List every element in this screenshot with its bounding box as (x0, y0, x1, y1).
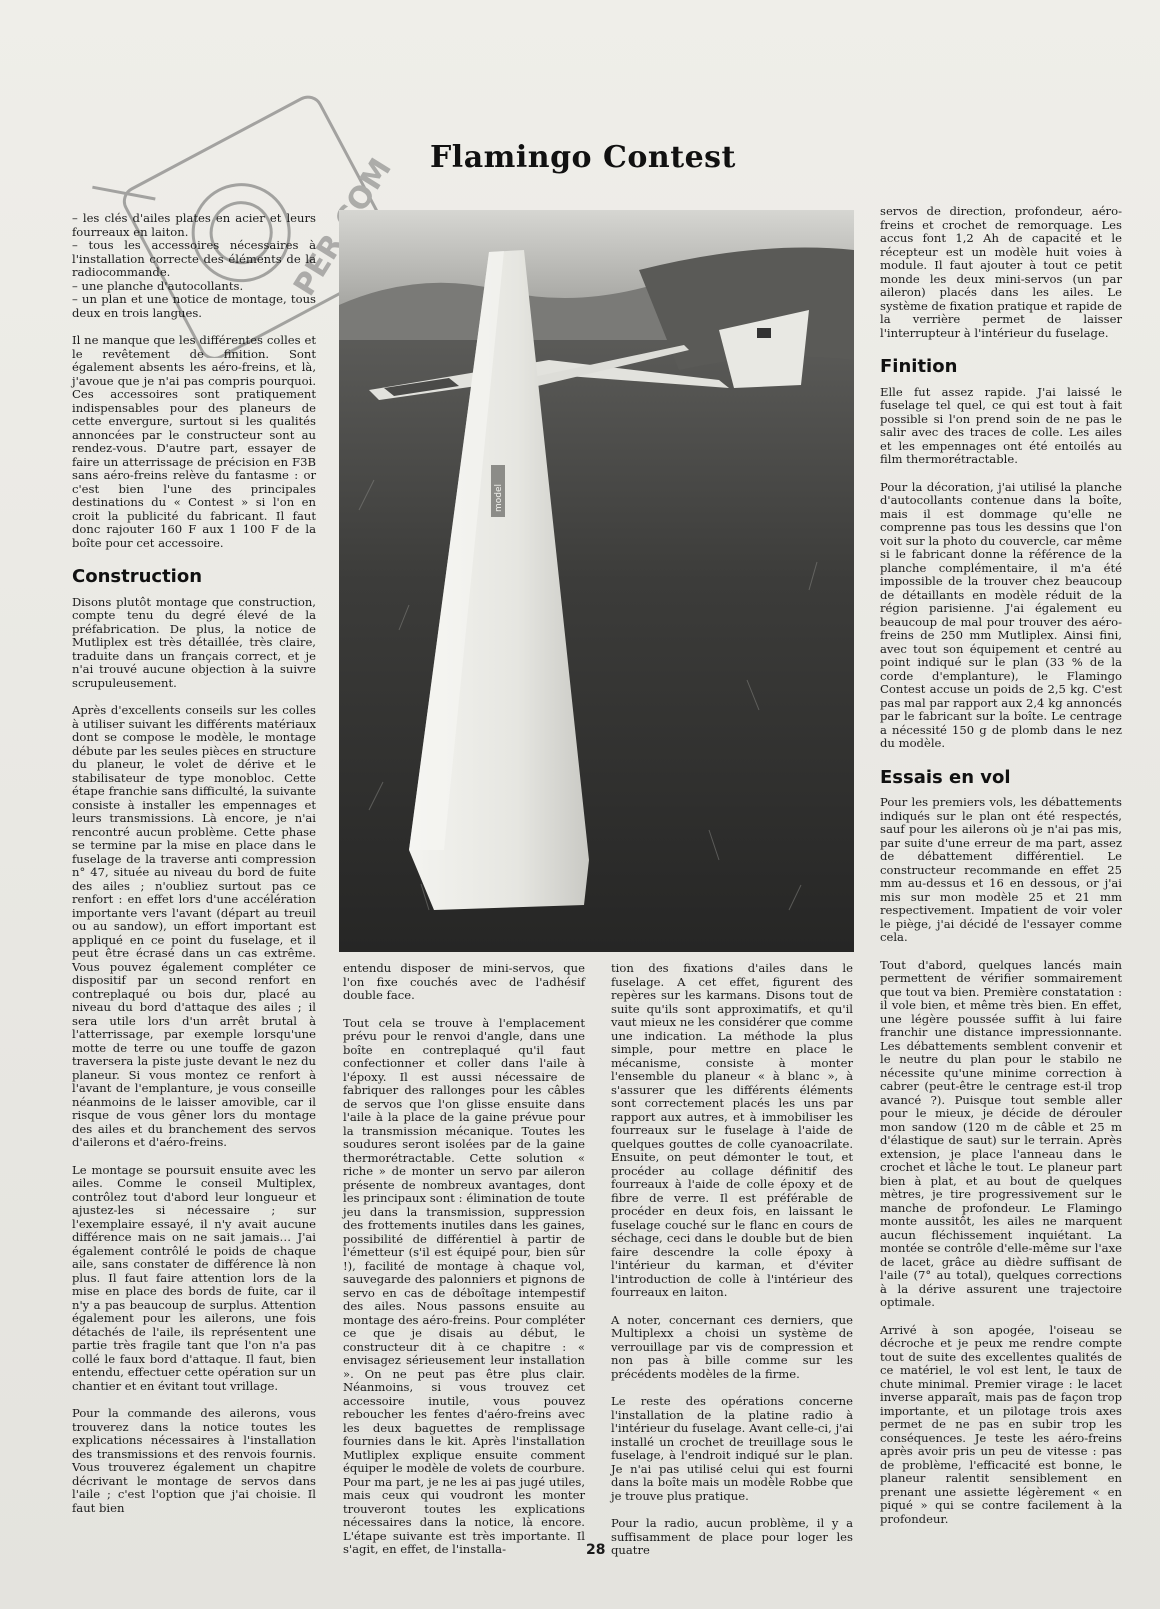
list-item: – une planche d'autocollants. (72, 278, 244, 293)
paragraph: Disons plutôt montage que construction, compte tenu du degré élevé de la préfabrication. De plus, la notice de Mutliplex est très détaillée, très claire, traduite dans un français correct, et je n'ai trouvé aucune objection à la suivre scrupuleusement. (72, 594, 316, 690)
column-3 (611, 961, 853, 1557)
kit-contents-list (72, 212, 316, 320)
paragraph: Tout d'abord, quelques lancés main permettent de vérifier sommairement que tout va bien. Première constatation : il vole bien, et même très bien. En effet, une légère poussée suffit à lui faire franchir une distance impressionnante. Les débattements semblent convenir et le neutre du plan pour le stabilo ne nécessite qu'une minime correction à cabrer (peut-être le centrage est-il trop avancé ?). Puisque tout semble aller pour le mieux, je décide de dérouler mon sandow (120 m de câble et 25 m d'élastique de saut) sur le terrain. Après extension, je place l'anneau dans le crochet et lâche le tout. Le planeur part bien à plat, et au bout de quelques mètres, je tire progressivement sur le manche de profondeur. Le Flamingo monte aussitôt, les ailes ne marquent aucun fléchissement inquiétant. La montée se contrôle d'elle-même sur l'axe de lacet, grâce au dièdre suffisant de l'aile (7° au total), quelques corrections à la dérive assurent une trajectoire optimale. (880, 957, 1122, 1309)
section-heading-essais: Essais en vol (880, 766, 1011, 788)
paragraph: Pour la radio, aucun problème, il y a suffisamment de place pour loger les quatre (611, 1516, 853, 1557)
list-item: – tous les accessoires nécessaires à l'installation correcte des éléments de la radiocommande. (72, 238, 316, 279)
paragraph: Tout cela se trouve à l'emplacement prévu pour le renvoi d'angle, dans une boîte en contreplaqué qu'il faut confectionner et coller dans l'aile à l'époxy. Il est aussi nécessaire de fabriquer des rallonges pour les câbles de servos que l'on glisse ensuite dans l'aile à la place de la gaine prévue pour la transmission mécanique. Toutes les soudures seront isolées par de la gaine thermorétractable. Cette solution « riche » de monter un servo par aileron présente de nombreux avantages, dont les principaux sont : élimination de toute jeu dans la transmission, suppression des frottements inutiles dans les gaines, possibilité de différentiel à partir de l'émetteur (s'il est équipé pour, bien sûr !), facilité de montage à chaque vol, sauvegarde des palonniers et pignons de servo en cas de déboîtage intempestif des ailes. Nous passons ensuite au montage des aéro-freins. Pour compléter ce que je disais au début, le constructeur dit à ce chapitre : « envisagez sérieusement leur installation ». On ne peut pas être plus clair. Néanmoins, si vous trouvez cet accessoire inutile, vous pouvez reboucher les fentes d'aéro-freins avec les deux baguettes de remplissage fournies dans le kit. Après l'installation Mutliplex explique ensuite comment équiper le modèle de volets de courbure. Pour ma part, je ne les ai pas jugé utiles, mais ceux qui voudront les monter trouveront toutes les explications nécessaires dans la notice, là encore. L'étape suivante est très importante. Il s'agit, en effet, de l'installa- (343, 1015, 585, 1556)
paragraph: Le reste des opérations concerne l'installation de la platine radio à l'intérieur du fuselage. Avant celle-ci, j'ai installé un crochet de treuillage sous le fuselage, à l'endroit indiqué sur le plan. Je n'ai pas utilisé celui qui est fourni dans la boîte mais un modèle Robbe que je trouve plus pratique. (611, 1394, 853, 1503)
paragraph: tion des fixations d'ailes dans le fuselage. A cet effet, figurent des repères sur les karmans. Disons tout de suite qu'ils sont approximatifs, et qu'il vaut mieux ne les considérer que comme une indication. La méthode la plus simple, pour mettre en place le mécanisme, consiste à monter l'ensemble du planeur « à blanc », à s'assurer que les différents éléments sont correctement placés les uns par rapport aux autres, et à immobiliser les fourreaux sur le fuselage à l'aide de quelques gouttes de colle cyanoacrilate. Ensuite, on peut démonter le tout, et procéder au collage définitif des fourreaux à l'aide de colle époxy et de fibre de verre. Il est préférable de procéder en deux fois, en laissant le fuselage couché sur le flanc en cours de séchage, ceci dans le double but de bien faire descendre la colle époxy à l'intérieur du karman, et d'éviter l'introduction de colle à l'intérieur des fourreaux en laiton. (611, 961, 853, 1299)
paragraph: Arrivé à son apogée, l'oiseau se décroche et je peux me rendre compte tout de suite des excellentes qualités de ce matériel, le vol est lent, le taux de chute minimal. Premier virage : le lacet inverse apparaît, mais pas de façon trop importante, et un pilotage trois axes permet de ne pas en subir trop les conséquences. Je teste les aéro-freins après avoir pris un peu de vitesse : pas de problème, l'efficacité est bonne, le planeur ralentit sensiblement en prenant une assiette légèrement « en piqué » qui se contre facilement à la profondeur. (880, 1322, 1122, 1526)
paragraph: A noter, concernant ces derniers, que Multiplexx a choisi un système de verrouillage par vis de compression et non pas à bille comme sur les précédents modèles de la firme. (611, 1312, 853, 1381)
paragraph: Pour la commande des ailerons, vous trouverez dans la notice toutes les explications nécessaires à l'installation des transmissions et des renvois fournis. Vous trouverez également un chapitre décrivant le montage de servos dans l'aile ; c'est l'option que j'ai choisie. Il faut bien (72, 1406, 316, 1515)
paragraph: Pour la décoration, j'ai utilisé la planche d'autocollants contenue dans la boîte, mais il est dommage qu'elle ne comprenne pas tous les dessins que l'on voit sur la photo du couvercle, car même si le fabricant donne la référence de la planche complémentaire, il m'a été impossible de la trouver chez beaucoup de détaillants en modèle réduit de la région parisienne. J'ai également eu beaucoup de mal pour trouver des aéro-freins de 250 mm Mutliplex. Ainsi fini, avec tout son équipement et centré au point indiqué sur le plan (33 % de la corde d'emplanture), le Flamingo Contest accuse un poids de 2,5 kg. C'est pas mal par rapport aux 2,4 kg annoncés par le fabricant sur la boîte. Le centrage a nécessité 150 g de plomb dans le nez du modèle. (880, 479, 1122, 750)
glider-photo (339, 210, 854, 952)
paragraph: Pour les premiers vols, les débattements indiqués sur le plan ont été respectés, sauf pour les ailerons où je n'ai pas mis, par suite d'une erreur de ma part, assez de débattement différentiel. Le constructeur recommande en effet 25 mm au-dessus et 16 en dessous, or j'ai mis sur mon modèle 25 et 21 mm respectivement. Impatient de voir voler le piège, j'ai décidé de l'essayer comme cela. (880, 795, 1122, 944)
paragraph: Le montage se poursuit ensuite avec les ailes. Comme le conseil Multiplex, contrôlez tout d'abord leur longueur et ajustez-les si nécessaire ; sur l'exemplaire essayé, il n'y avait aucune différence mais on ne sait jamais… J'ai également contrôlé le poids de chaque aile, sans constater de différence là non plus. Il faut faire attention lors de la mise en place des bords de fuite, car il n'y a pas beaucoup de surplus. Attention également pour les ailerons, une fois détachés de l'aile, ils représentent une partie très fragile tant que l'on n'a pas collé le faux bord d'attaque. Il faut, bien entendu, effectuer cette opération sur un chantier et en évitant tout vrillage. (72, 1162, 316, 1393)
list-item: – les clés d'ailes plates en acier et leurs fourreaux en laiton. (72, 211, 316, 239)
column-4 (880, 205, 1122, 1525)
article-title: Flamingo Contest (430, 140, 736, 175)
paragraph: servos de direction, profondeur, aéro-freins et crochet de remorquage. Les accus font 1,2 Ah de capacité et le récepteur est un modèle huit voies à module. Il faut ajouter à tout ce petit monde les deux mini-servos (un par aileron) placés dans les ailes. Le système de fixation pratique et rapide de la verrière permet de laisser l'interrupteur à l'intérieur du fuselage. (880, 204, 1122, 340)
paragraph: Elle fut assez rapide. J'ai laissé le fuselage tel quel, ce qui est tout à fait possible si l'on prend soin de ne pas le salir avec des traces de colle. Les ailes et les empennages ont été entoilés au film thermorétractable. (880, 384, 1122, 466)
column-1 (72, 212, 316, 1522)
paragraph: Après d'excellents conseils sur les colles à utiliser suivant les différents matériaux dont se compose le modèle, le montage débute par les seules pièces en structure du planeur, le volet de dérive et le stabilisateur de type monobloc. Cette étape franchie sans difficulté, la suivante consiste à installer les empennages et leurs transmissions. Là encore, je n'ai rencontré aucun problème. Cette phase se termine par la mise en place dans le fuselage de la traverse anti compression n° 47, située au niveau du bord de fuite des ailes ; n'oubliez surtout pas ce renfort : en effet lors d'une accélération importante vers l'avant (départ au treuil ou au sandow), un effort important est appliqué en ce point du fuselage, et il peut être écrasé dans un cas extrême. Vous pouvez également compléter ce dispositif par un second renfort en contreplaqué ou bois dur, placé au niveau du bord d'attaque des ailes ; il sera utile lors d'un arrêt brutal à l'atterrissage, par exemple lorsqu'une motte de terre ou une touffe de gazon traversera la piste juste devant le nez du planeur. Si vous montez ce renfort à l'avant de l'emplanture, je vous conseille néanmoins de le laisser amovible, car il risque de vous gêner lors du montage des ailes et du branchement des servos d'ailerons et d'aéro-freins. (72, 703, 316, 1149)
paragraph: entendu disposer de mini-servos, que l'on fixe couchés avec de l'adhésif double face. (343, 961, 585, 1002)
list-item: – un plan et une notice de montage, tous deux en trois langues. (72, 292, 316, 320)
section-heading-finition: Finition (880, 356, 958, 377)
column-2 (343, 961, 585, 1556)
section-heading-construction: Construction (72, 566, 203, 587)
wing-decal: model (494, 483, 504, 512)
paragraph: Il ne manque que les différentes colles et le revêtement de finition. Sont également absents les aéro-freins, et là, j'avoue que je n'ai pas compris pourquoi. Ces accessoires sont pratiquement indispensables pour des planeurs de cette envergure, surtout si les qualités annoncées par le constructeur sont au rendez-vous. D'autre part, essayer de faire un atterrissage de précision en F3B sans aéro-freins relève du fantasme : or c'est bien l'une des principales destinations du « Contest » si l'on en croit la publicité du fabricant. Il faut donc rajouter 160 F aux 1 100 F de la boîte pour cet accessoire. (72, 333, 316, 550)
page-number: 28 (586, 1542, 606, 1558)
